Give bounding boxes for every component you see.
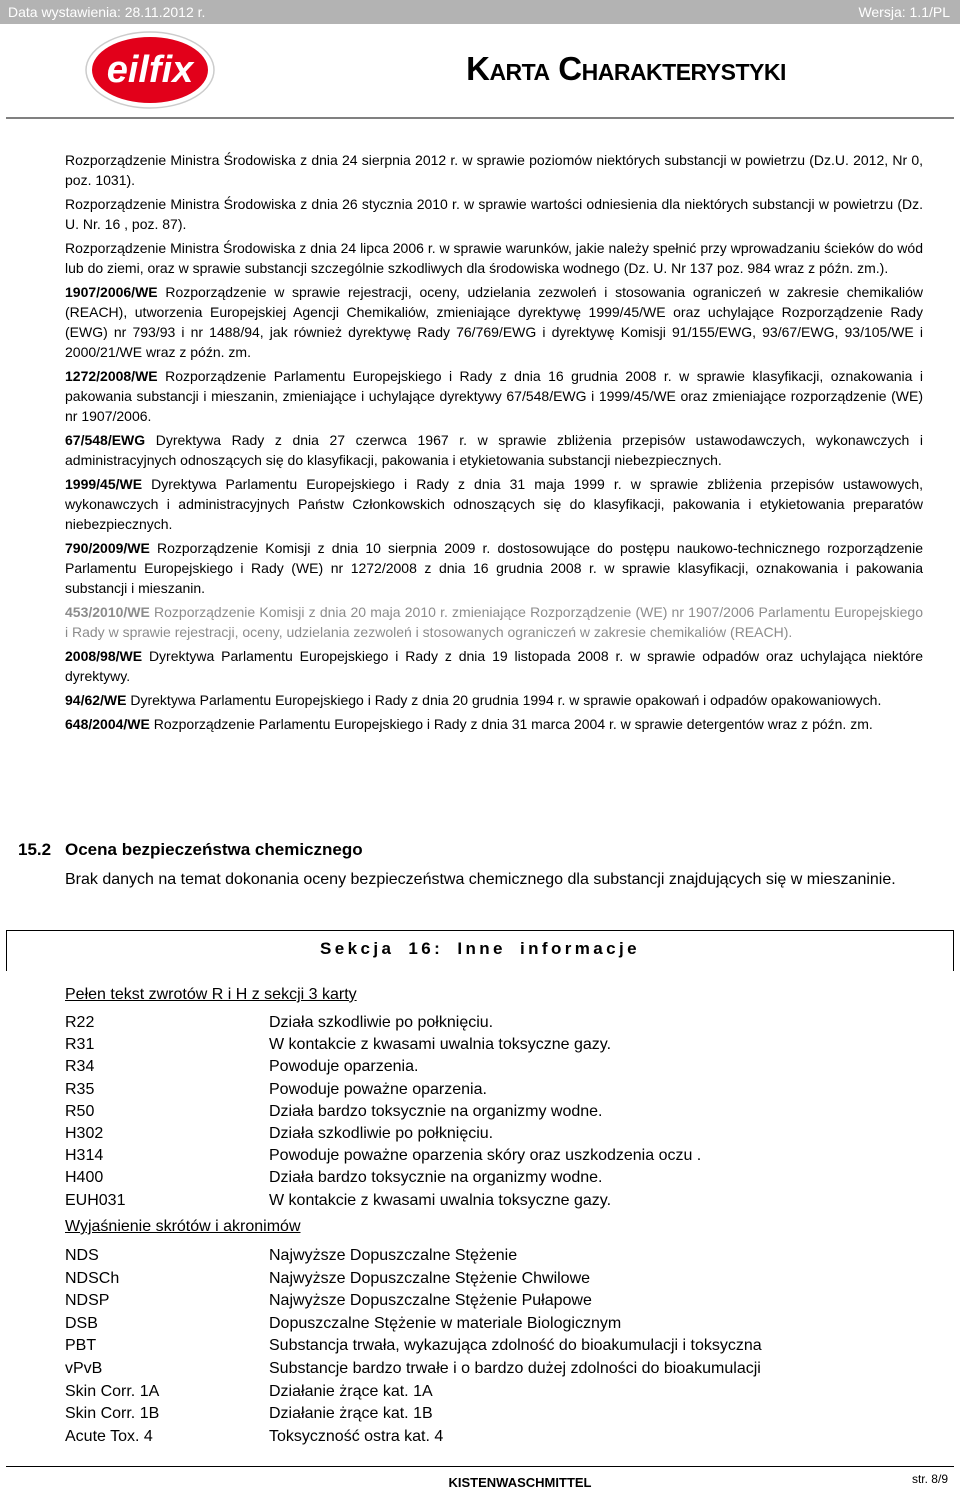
regulation-id: 790/2009/WE xyxy=(65,540,150,556)
abbreviation-row-text: Substancje bardzo trwałe i o bardzo dużej zdolności do bioakumulacji xyxy=(269,1360,761,1377)
regulation-item xyxy=(65,474,923,534)
section-number: 15.2 xyxy=(18,840,52,859)
abbreviation-row-text: Najwyższe Dopuszczalne Stężenie Chwilowe xyxy=(269,1269,591,1287)
abbreviation-row xyxy=(65,1290,592,1312)
phrase-row-text: Powoduje poważne oparzenia skóry oraz uszkodzenia oczu . xyxy=(269,1147,702,1165)
phrase-row xyxy=(65,1167,603,1189)
regulation-text: Rozporządzenie Ministra Środowiska z dnia 24 sierpnia 2012 r. w sprawie poziomów niektórych substancji w powietrzu (Dz.U. 2012, Nr 0, poz. 1031). xyxy=(65,152,923,188)
abbreviation-row xyxy=(65,1403,433,1425)
phrase-row-code: H314 xyxy=(65,1147,104,1165)
regulation-text: Rozporządzenie Komisji z dnia 10 sierpnia 2009 r. dostosowujące do postępu naukowo-technicznego rozporządzenie Parlamentu Europejskiego i Rady (WE) nr 1272/2008 z dnia 16 grudnia 2008 r. w sprawie klasyfikacji, oznakowania i pakowania substancji i mieszanin. xyxy=(65,540,923,596)
regulation-text: Dyrektywa Parlamentu Europejskiego i Rady z dnia 19 listopada 2008 r. w sprawie odpadów oraz uchylająca niektóre dyrektywy. xyxy=(65,648,923,684)
footer-product-name: KISTENWASCHMITTEL xyxy=(448,1475,592,1490)
phrase-row xyxy=(65,1034,611,1056)
regulation-text: Dyrektywa Rady z dnia 27 czerwca 1967 r. w sprawie zbliżenia przepisów ustawodawczych, wykonawczych i administracyjnych odnoszących się do klasyfikacji, pakowania i etykietowania substancji niebezpiecznych. xyxy=(65,432,923,468)
regulation-text: Rozporządzenie w sprawie rejestracji, oceny, udzielania zezwoleń i stosowania ograniczeń w zakresie chemikaliów (REACH), utworzenia Europejskiej Agencji Chemikaliów, zmieniające dyrektywę 1999/45/WE oraz uchylające Rozporządzenie Rady (EWG) nr 793/93 i nr 1488/94, jak również dyrektywę Rady 76/769/EWG i dyrektywę Komisji 91/155/EWG, 93/67/EWG, 93/105/WE i 2000/21/WE wraz z późn. zm. xyxy=(65,284,923,360)
document-title: Karta Charakterystyki xyxy=(466,50,786,87)
phrase-row-text: Działa szkodliwie po połknięciu. xyxy=(269,1125,494,1142)
abbreviation-row-code: Acute Tox. 4 xyxy=(65,1427,153,1445)
abbreviation-row-code: Skin Corr. 1B xyxy=(65,1405,160,1423)
abbreviation-row xyxy=(65,1268,590,1290)
regulations-list xyxy=(65,150,923,738)
regulation-item xyxy=(65,430,923,470)
phrase-row xyxy=(65,1145,701,1167)
abbreviation-row xyxy=(65,1245,517,1267)
regulation-text: Rozporządzenie Ministra Środowiska z dnia 24 lipca 2006 r. w sprawie warunków, jakie należy spełnić przy wprowadzaniu ścieków do wód lub do ziemi, oraz w sprawie substancji szczególnie szkodliwych dla środowiska wodnego (Dz. U. Nr 137 poz. 984 wraz z późn. zm.). xyxy=(65,240,923,276)
phrase-row xyxy=(65,1079,487,1101)
phrase-row xyxy=(65,1056,418,1078)
phrase-row-code: H400 xyxy=(65,1169,104,1187)
abbreviation-row-text: Najwyższe Dopuszczalne Stężenie Pułapowe xyxy=(269,1292,592,1310)
regulation-item xyxy=(65,714,923,734)
regulation-text: Rozporządzenie Ministra Środowiska z dnia 26 stycznia 2010 r. w sprawie wartości odniesienia dla niektórych substancji w powietrzu (Dz. U. Nr. 16 , poz. 87). xyxy=(65,196,923,232)
regulation-id: 94/62/WE xyxy=(65,692,127,708)
phrase-row-text: Działa bardzo toksycznie na organizmy wodne. xyxy=(269,1169,603,1187)
phrase-row-code: R22 xyxy=(65,1014,95,1031)
phrase-row-text: W kontakcie z kwasami uwalnia toksyczne gazy. xyxy=(269,1191,612,1209)
abbreviation-row-code: vPvB xyxy=(65,1360,103,1377)
regulation-id: 648/2004/WE xyxy=(65,716,150,732)
regulation-item xyxy=(65,366,923,426)
regulation-item xyxy=(65,150,923,190)
section-16-title: Sekcja 16: Inne informacje xyxy=(320,939,640,958)
regulation-id: 1907/2006/WE xyxy=(65,284,158,300)
header-divider xyxy=(6,117,954,119)
abbreviation-row-code: NDSCh xyxy=(65,1269,120,1287)
issue-date: Data wystawienia: 28.11.2012 r. xyxy=(8,4,206,20)
regulation-item xyxy=(65,194,923,234)
phrases-heading: Pełen tekst zwrotów R i H z sekcji 3 karty xyxy=(65,986,357,1003)
abbreviation-row xyxy=(65,1358,761,1380)
abbreviation-row-text: Dopuszczalne Stężenie w materiale Biologicznym xyxy=(269,1314,622,1332)
regulation-item xyxy=(65,282,923,362)
phrase-row xyxy=(65,1012,493,1034)
abbreviation-row-code: NDSP xyxy=(65,1292,110,1310)
phrase-row-code: EUH031 xyxy=(65,1191,126,1209)
regulation-id: 1272/2008/WE xyxy=(65,368,158,384)
regulation-item xyxy=(65,238,923,278)
regulation-item xyxy=(65,646,923,686)
abbreviation-row-code: NDS xyxy=(65,1247,99,1264)
abbreviation-row-code: DSB xyxy=(65,1314,98,1332)
header-bar xyxy=(0,0,960,24)
abbreviation-row-text: Działanie żrące kat. 1B xyxy=(269,1405,433,1423)
regulation-text: Rozporządzenie Parlamentu Europejskiego i Rady z dnia 31 marca 2004 r. w sprawie detergentów wraz z późn. zm. xyxy=(149,716,873,732)
regulation-text: Rozporządzenie Komisji z dnia 20 maja 2010 r. zmieniające Rozporządzenie (WE) nr 1907/2006 Parlamentu Europejskiego i Rady w sprawie rejestracji, oceny, udzielania zezwoleń i stosowanych ograniczeń w zakresie chemikaliów (REACH). xyxy=(65,604,923,640)
version: Wersja: 1.1/PL xyxy=(858,4,950,20)
page-number: str. 8/9 xyxy=(911,1472,948,1486)
abbreviation-row-code: Skin Corr. 1A xyxy=(65,1382,160,1400)
regulation-text: Rozporządzenie Parlamentu Europejskiego i Rady z dnia 16 grudnia 2008 r. w sprawie klasyfikacji, oznakowania i pakowania substancji i mieszanin, zmieniające i uchylające dyrektywy 67/548/EWG i 1999/45/WE oraz zmieniające rozporządzenie (WE) nr 1907/2006. xyxy=(65,368,923,424)
regulation-id: 453/2010/WE xyxy=(65,604,150,620)
abbreviation-row-text: Toksyczność ostra kat. 4 xyxy=(269,1427,444,1445)
abbreviation-row-text: Substancja trwała, wykazująca zdolność do bioakumulacji i toksyczna xyxy=(269,1337,762,1355)
phrase-row-code: R50 xyxy=(65,1102,95,1120)
regulation-text: Dyrektywa Parlamentu Europejskiego i Rady z dnia 31 maja 1999 r. w sprawie zbliżenia przepisów ustawowych, wykonawczych i administracyjnych Państw Członkowskich odnoszących się do klasyfikacji, pakowania i etykietowania preparatów niebezpiecznych. xyxy=(65,476,923,532)
abbreviation-row xyxy=(65,1313,621,1335)
regulation-text: Dyrektywa Parlamentu Europejskiego i Rady z dnia 20 grudnia 1994 r. w sprawie opakowań i odpadów opakowaniowych. xyxy=(126,692,882,708)
regulation-item xyxy=(65,538,923,598)
phrase-row-code: R31 xyxy=(65,1036,95,1054)
phrase-row xyxy=(65,1101,603,1123)
phrase-row-text: Działa szkodliwie po połknięciu. xyxy=(269,1014,494,1031)
abbreviation-row-text: Najwyższe Dopuszczalne Stężenie xyxy=(269,1247,518,1264)
phrase-row-text: Powoduje poważne oparzenia. xyxy=(269,1080,487,1098)
phrase-row-code: H302 xyxy=(65,1125,104,1142)
abbreviations-heading: Wyjaśnienie skrótów i akronimów xyxy=(65,1218,301,1235)
regulation-id: 2008/98/WE xyxy=(65,648,143,664)
logo-text: eilfix xyxy=(106,49,194,91)
abbreviation-row xyxy=(65,1381,433,1403)
footer-divider xyxy=(6,1466,954,1467)
section-title: Ocena bezpieczeństwa chemicznego xyxy=(65,840,363,859)
regulation-item xyxy=(65,602,923,642)
phrase-row xyxy=(65,1123,493,1145)
regulation-item xyxy=(65,690,923,710)
phrase-row xyxy=(65,1190,611,1212)
section-16-header-box xyxy=(6,930,954,971)
abbreviation-row-text: Działanie żrące kat. 1A xyxy=(269,1382,433,1400)
abbreviation-row-code: PBT xyxy=(65,1337,97,1355)
abbreviation-row xyxy=(65,1426,443,1448)
phrase-row-text: Działa bardzo toksycznie na organizmy wodne. xyxy=(269,1102,603,1120)
eilfix-logo xyxy=(84,30,216,110)
section-15-2-text: Brak danych na temat dokonania oceny bezpieczeństwa chemicznego dla substancji znajdujących się w mieszaninie. xyxy=(65,871,896,888)
phrase-row-text: W kontakcie z kwasami uwalnia toksyczne gazy. xyxy=(269,1036,612,1054)
abbreviation-row xyxy=(65,1335,762,1357)
section-15-2-heading xyxy=(18,840,363,860)
phrase-row-text: Powoduje oparzenia. xyxy=(269,1058,419,1076)
phrase-row-code: R34 xyxy=(65,1058,95,1076)
regulation-id: 67/548/EWG xyxy=(65,432,146,448)
phrase-row-code: R35 xyxy=(65,1080,95,1098)
regulation-id: 1999/45/WE xyxy=(65,476,143,492)
